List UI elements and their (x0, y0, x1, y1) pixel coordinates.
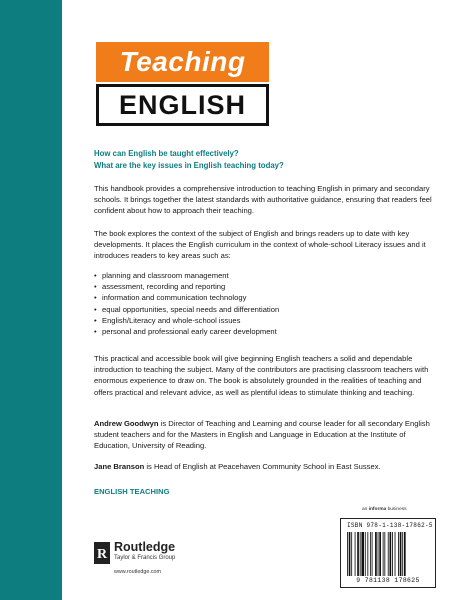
isbn-text: ISBN 978-1-138-17862-5 (347, 522, 433, 529)
barcode-bar (395, 532, 396, 576)
barcode-bar (392, 532, 393, 576)
informa-business-label (362, 507, 407, 512)
question-1: How can English be taught effectively? (94, 149, 239, 158)
list-item: • planning and classroom management (94, 270, 434, 281)
author-bio-branson (94, 461, 434, 472)
author-bio-goodwyn (94, 418, 434, 452)
list-item: • equal opportunities, special needs and differentiation (94, 304, 434, 315)
author-bio-text: is Head of English at Peacehaven Community School in East Sussex. (144, 462, 381, 471)
barcode-bar (390, 532, 392, 576)
title-teaching: Teaching (96, 42, 269, 82)
key-areas-list (94, 270, 434, 337)
barcode-bar (384, 532, 385, 576)
barcode-bar (372, 532, 373, 576)
barcode-bar (349, 532, 351, 576)
barcode-bar (383, 532, 384, 576)
question-2: What are the key issues in English teaching today? (94, 160, 284, 170)
logo-letter: R (96, 547, 108, 562)
list-item: • information and communication technology (94, 292, 434, 303)
author-bio-text: is Director of Teaching and Learning and course leader for all secondary English student teachers and for the Masters in English and Language in Education at the Institute of Education, University of Reading. (94, 419, 430, 451)
barcode-bar (347, 532, 348, 576)
informa-brand: informa (368, 507, 387, 512)
publisher-group: Taylor & Francis Group (114, 555, 176, 561)
barcode-bar (402, 532, 403, 576)
barcode-bar (378, 532, 379, 576)
description-paragraph-2: The book explores the context of the subject of English and brings readers up to date with key developments. It places the English curriculum in the context of whole-school Literacy issues and it introduces readers to key areas such as: (94, 229, 426, 261)
publisher-name: Routledge (114, 540, 176, 554)
barcode-bar (360, 532, 361, 576)
informa-prefix: an (362, 507, 369, 512)
barcode-number: 9 781138 178625 (356, 577, 420, 584)
barcode-bar (351, 532, 352, 576)
description-paragraph-1: This handbook provides a comprehensive introduction to teaching English in primary and secondary schools. It brings together the latest standards with authoritative guidance, ensuring that readers feel confident about how to approach their teaching. (94, 184, 432, 216)
barcode-bar (357, 532, 359, 576)
list-item: • English/Literacy and whole-school issues (94, 315, 434, 326)
barcode-bar (361, 532, 364, 576)
barcode-bars (347, 532, 431, 576)
barcode-bar (404, 532, 406, 576)
routledge-logo-icon (94, 542, 110, 564)
barcode-bar (398, 532, 399, 576)
barcode-bar (365, 532, 366, 576)
list-item: • assessment, recording and reporting (94, 281, 434, 292)
barcode-bar (379, 532, 381, 576)
barcode-bar (367, 532, 368, 576)
informa-suffix: business (386, 507, 407, 512)
questions-block (94, 148, 434, 171)
barcode-bar (388, 532, 389, 576)
barcode-bar (400, 532, 402, 576)
teal-spine (0, 0, 62, 600)
barcode-bar (370, 532, 371, 576)
title-english: ENGLISH (96, 84, 269, 126)
author-name: Jane Branson (94, 462, 145, 471)
series-label: ENGLISH TEACHING (94, 487, 170, 496)
description-paragraph-3: This practical and accessible book will give beginning English teachers a solid and dependable introduction to teaching the subject. Many of the contributors are practising classroom teachers with enormous experience to draw on. The book is absolutely grounded in the realities of teaching and offers practical and relevant advice, as well as plentiful ideas to stimulate thinking and teaching. (94, 354, 429, 397)
publisher-website: www.routledge.com (114, 569, 162, 575)
list-item: • personal and professional early career development (94, 326, 434, 337)
barcode (340, 518, 436, 588)
barcode-bar (375, 532, 377, 576)
author-name: Andrew Goodwyn (94, 419, 159, 428)
barcode-bar (355, 532, 356, 576)
